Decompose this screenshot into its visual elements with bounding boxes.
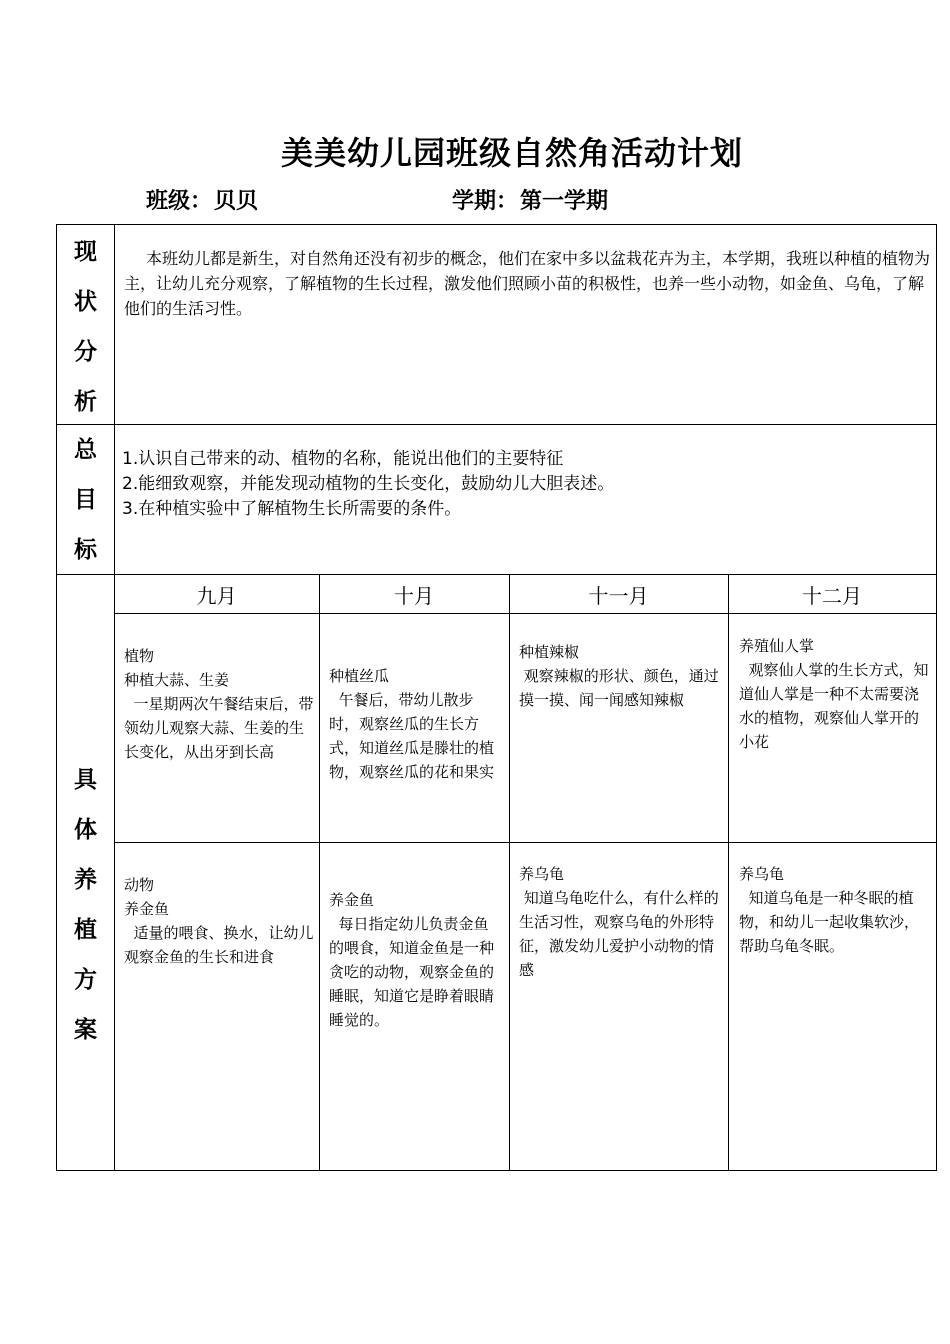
table-divider (114, 613, 937, 614)
table-divider (509, 574, 510, 1171)
table-border-bottom (56, 1170, 937, 1171)
goal-item: 1.认识自己带来的动、植物的名称，能说出他们的主要特征 (122, 449, 564, 469)
table-border-right (936, 224, 937, 1171)
term-value: 第一学期 (520, 189, 609, 214)
animal-plan-cell: 动物 养金鱼 适量的喂食、换水，让幼儿观察金鱼的生长和进食 (124, 876, 314, 966)
goals-list (122, 447, 928, 522)
plant-plan-cell: 种植丝瓜 午餐后，带幼儿散步时，观察丝瓜的生长方式，知道丝瓜是滕壮的植物，观察丝瓜的花和果实 (329, 667, 495, 781)
plant-plan-cell: 养殖仙人掌 观察仙人掌的生长方式，知道仙人掌是一种不太需要浇水的植物，观察仙人掌开的小花 (739, 637, 929, 751)
plan-label: 具 体 养 植 方 案 (74, 767, 97, 1043)
month-header: 十二月 (802, 583, 862, 608)
table-divider (114, 842, 937, 843)
class-label: 班级： (146, 189, 213, 214)
table-divider (56, 424, 937, 425)
page-title: 美美幼儿园班级自然角活动计划 (280, 134, 743, 172)
term-label: 学期： (452, 189, 519, 214)
goal-item: 2.能细致观察，并能发现动植物的生长变化，鼓励幼儿大胆表述。 (122, 474, 615, 494)
animal-plan-cell: 养乌龟 知道乌龟吃什么，有什么样的生活习性，观察乌龟的外形特征，激发幼儿爱护小动物的情感 (519, 865, 719, 979)
animal-plan-cell: 养乌龟 知道乌龟是一种冬眠的植物，和幼儿一起收集软沙，帮助乌龟冬眠。 (739, 865, 920, 955)
class-value: 贝贝 (214, 189, 259, 214)
analysis-label: 现 状 分 析 (74, 239, 97, 415)
table-divider (319, 574, 320, 1171)
table-border-top (56, 224, 937, 225)
plant-plan-cell: 植物 种植大蒜、生姜 一星期两次午餐结束后，带领幼儿观察大蒜、生姜的生长变化，从出牙到长高 (124, 647, 314, 761)
animal-plan-cell: 养金鱼 每日指定幼儿负责金鱼的喂食，知道金鱼是一种贪吃的动物，观察金鱼的睡眠，知道它是睁着眼睛睡觉的。 (329, 891, 495, 1029)
plant-plan-cell: 种植辣椒 观察辣椒的形状、颜色，通过摸一摸、闻一闻感知辣椒 (519, 643, 719, 709)
analysis-text: 本班幼儿都是新生，对自然角还没有初步的概念，他们在家中多以盆栽花卉为主，本学期，我班以种植的植物为主，让幼儿充分观察，了解植物的生长过程，激发他们照顾小苗的积极性，也养一些小动物，如金鱼、乌龟，了解他们的生活习性。 (124, 249, 931, 318)
month-header: 九月 (196, 583, 237, 608)
table-divider (728, 574, 729, 1171)
goals-label: 总 目 标 (74, 437, 97, 563)
table-divider (114, 224, 115, 1171)
month-header: 十一月 (588, 583, 649, 608)
class-info (146, 184, 258, 215)
goal-item: 3.在种植实验中了解植物生长所需要的条件。 (122, 499, 462, 519)
term-info (452, 184, 608, 215)
month-header: 十月 (394, 583, 434, 608)
